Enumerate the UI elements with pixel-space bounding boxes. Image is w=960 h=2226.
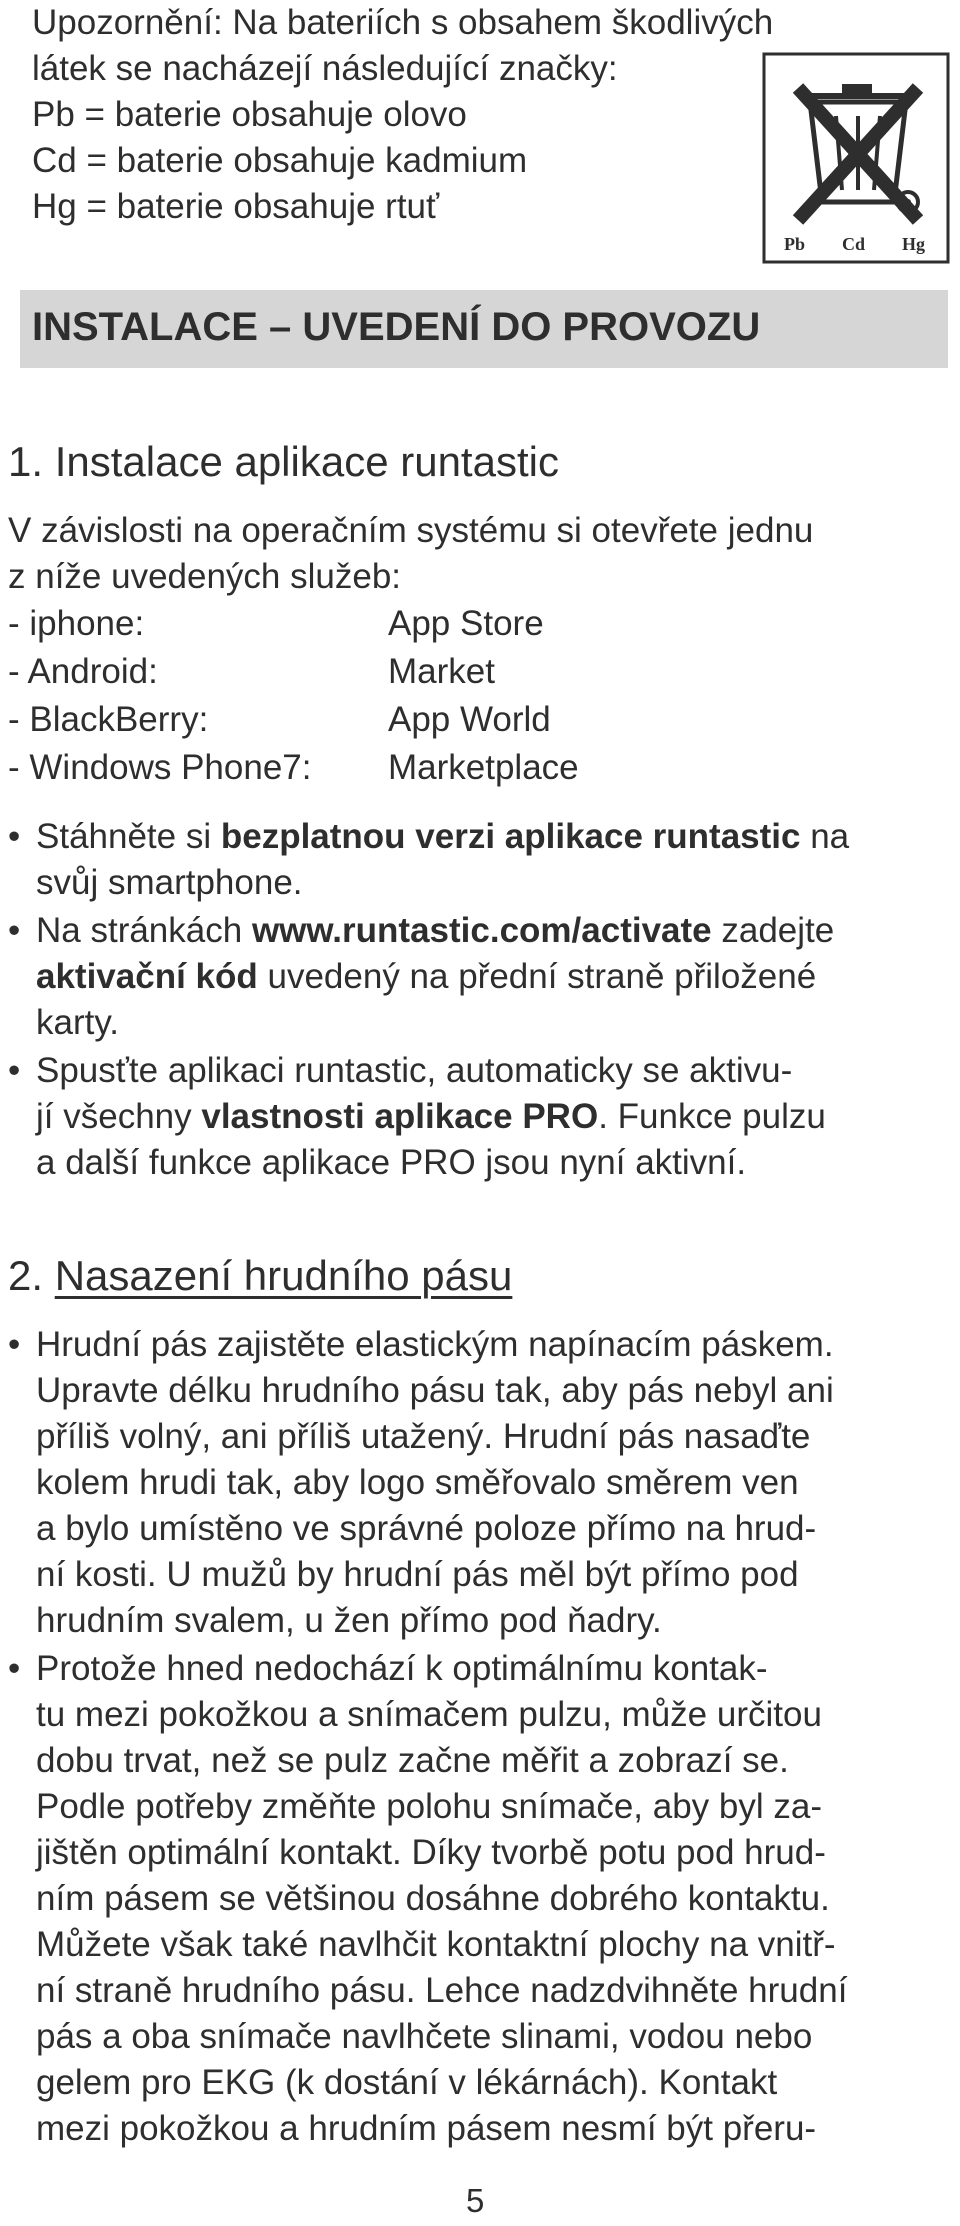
battery-warning xyxy=(32,0,774,230)
activation-url: www.runtastic.com/activate xyxy=(251,911,712,950)
step2-bullets xyxy=(8,1322,847,2154)
step2-title: Nasazení hrudního pásu xyxy=(54,1252,513,1299)
service-os: - Android: xyxy=(8,652,158,691)
bullet-line: hrudním svalem, u žen přímo pod ňadry. xyxy=(36,1601,662,1640)
warning-line: Cd = baterie obsahuje kadmium xyxy=(32,141,528,180)
services-list xyxy=(8,600,708,792)
service-store: Marketplace xyxy=(388,748,579,787)
bullet-dot: • xyxy=(8,1325,21,1364)
service-store: App World xyxy=(388,700,551,739)
step2-number: 2. xyxy=(8,1252,44,1299)
warning-line: Hg = baterie obsahuje rtuť xyxy=(32,187,440,226)
intro-line: V závislosti na operačním systému si otevřete jednu xyxy=(8,511,814,550)
service-os: - Windows Phone7: xyxy=(8,748,312,787)
symbol-label-cd: Cd xyxy=(842,234,866,254)
service-store: App Store xyxy=(388,604,544,643)
bullet-line: Na stránkách www.runtastic.com/activate zadejte xyxy=(36,911,835,950)
service-os: - iphone: xyxy=(8,604,145,643)
bullet-line: a další funkce aplikace PRO jsou nyní aktivní. xyxy=(36,1143,747,1182)
service-store: Market xyxy=(388,652,495,691)
service-row xyxy=(8,600,708,648)
step1-heading: 1. Instalace aplikace runtastic xyxy=(8,438,559,485)
bullet-line: dobu trvat, než se pulz začne měřit a zobrazí se. xyxy=(36,1741,789,1780)
bullet-dot: • xyxy=(8,1649,21,1688)
page-number: 5 xyxy=(466,2182,485,2219)
bullet-item xyxy=(8,908,849,1046)
bullet-line: Upravte délku hrudního pásu tak, aby pás nebyl ani xyxy=(36,1371,834,1410)
bullet-line: Můžete však také navlhčit kontaktní plochy na vnitř- xyxy=(36,1925,836,1964)
bullet-line: příliš volný, ani příliš utažený. Hrudní pás nasaďte xyxy=(36,1417,811,1456)
bullet-line: aktivační kód uvedený na přední straně přiložené xyxy=(36,957,817,996)
bullet-dot: • xyxy=(8,1051,21,1090)
bullet-item xyxy=(8,1322,847,1644)
bullet-line: jí všechny vlastnosti aplikace PRO. Funkce pulzu xyxy=(36,1097,826,1136)
step2-heading xyxy=(8,1252,512,1300)
bullet-line: Spusťte aplikaci runtastic, automaticky se aktivu- xyxy=(36,1051,793,1090)
bullet-line: karty. xyxy=(36,1003,119,1042)
bullet-dot: • xyxy=(8,911,21,950)
symbol-label-pb: Pb xyxy=(784,234,806,254)
service-row xyxy=(8,648,708,696)
warning-line: Pb = baterie obsahuje olovo xyxy=(32,95,467,134)
bullet-item xyxy=(8,814,849,906)
bullet-line: ní kosti. U mužů by hrudní pás měl být přímo pod xyxy=(36,1555,799,1594)
bullet-item xyxy=(8,1646,847,2152)
bullet-line: ní straně hrudního pásu. Lehce nadzdvihněte hrudní xyxy=(36,1971,848,2010)
step1-bullets xyxy=(8,814,849,1188)
bullet-line: Stáhněte si bezplatnou verzi aplikace runtastic na xyxy=(36,817,850,856)
bullet-line: a bylo umístěno ve správné poloze přímo na hrud- xyxy=(36,1509,817,1548)
bullet-line: tu mezi pokožkou a snímačem pulzu, může určitou xyxy=(36,1695,822,1734)
warning-line: Upozornění: Na bateriích s obsahem škodlivých xyxy=(32,3,774,42)
bullet-line: Podle potřeby změňte polohu snímače, aby byl za- xyxy=(36,1787,822,1826)
bullet-line: pás a oba snímače navlhčete slinami, vodou nebo xyxy=(36,2017,813,2056)
bullet-line: mezi pokožkou a hrudním pásem nesmí být přeru- xyxy=(36,2109,817,2148)
bullet-line: Hrudní pás zajistěte elastickým napínacím páskem. xyxy=(36,1325,834,1364)
bullet-line: jištěn optimální kontakt. Díky tvorbě potu pod hrud- xyxy=(36,1833,826,1872)
service-row xyxy=(8,696,708,744)
symbol-label-hg: Hg xyxy=(902,234,926,254)
bullet-line: svůj smartphone. xyxy=(36,863,303,902)
warning-line: látek se nacházejí následující značky: xyxy=(32,49,618,88)
section-header-bar xyxy=(20,290,948,368)
crossed-bin-icon xyxy=(762,52,950,264)
bullet-line: kolem hrudi tak, aby logo směřovalo směrem ven xyxy=(36,1463,799,1502)
bullet-line: Protože hned nedochází k optimálnímu kontak- xyxy=(36,1649,768,1688)
step1-intro xyxy=(8,508,813,600)
bullet-line: ním pásem se většinou dosáhne dobrého kontaktu. xyxy=(36,1879,830,1918)
bullet-line: gelem pro EKG (k dostání v lékárnách). Kontakt xyxy=(36,2063,778,2102)
service-os: - BlackBerry: xyxy=(8,700,209,739)
service-row xyxy=(8,744,708,792)
intro-line: z níže uvedených služeb: xyxy=(8,557,402,596)
bullet-item xyxy=(8,1048,849,1186)
section-title: INSTALACE – UVEDENÍ DO PROVOZU xyxy=(32,305,761,349)
bullet-dot: • xyxy=(8,817,21,856)
